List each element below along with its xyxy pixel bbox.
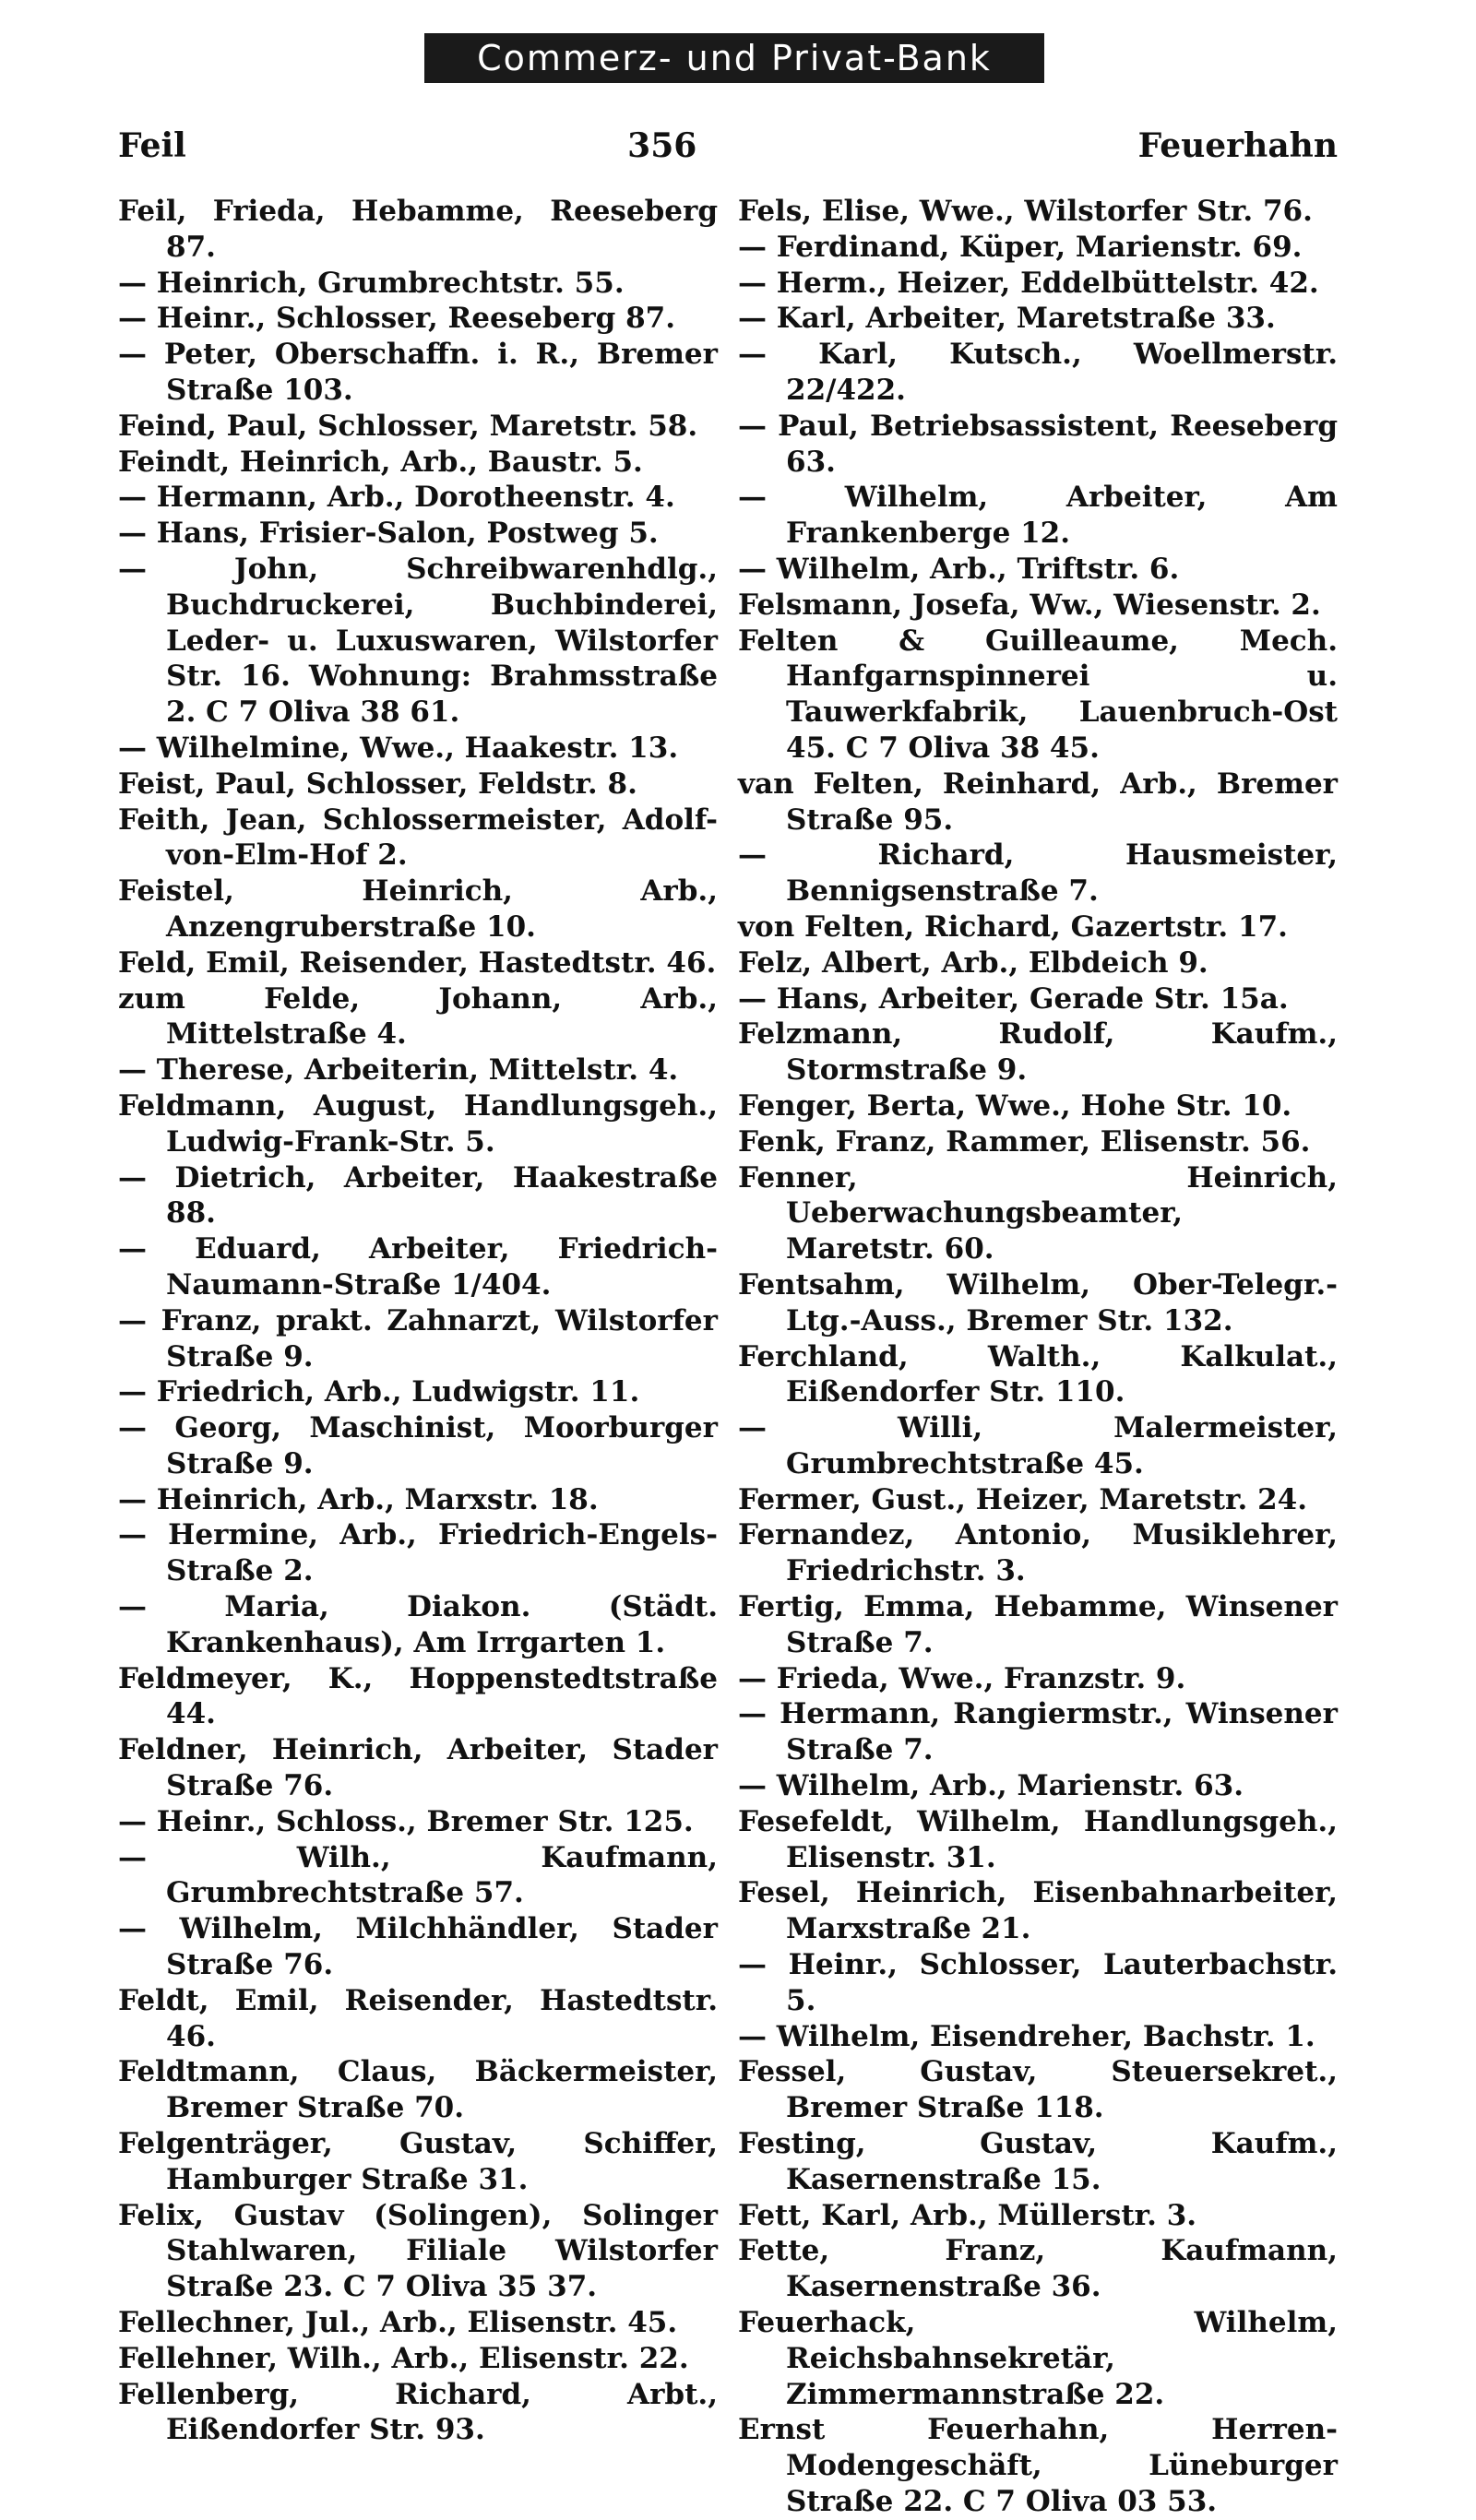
directory-entry: — Ferdinand, Küper, Marienstr. 69. <box>738 230 1303 264</box>
directory-entry: Feldmann, August, Handlungsgeh., Ludwig-Frank-Str. 5. <box>118 1088 718 1159</box>
directory-entry: Fenger, Berta, Wwe., Hohe Str. 10. <box>738 1088 1292 1123</box>
directory-entry: — Herm., Heizer, Eddelbüttelstr. 42. <box>738 266 1319 300</box>
directory-entry: Felten & Guilleaume, Mech. Hanfgarnspinnerei u. Tauwerkfabrik, Lauenbruch-Ost 45. C 7 Oliva 38 45. <box>738 624 1338 765</box>
directory-entry: — John, Schreibwarenhdlg., Buchdruckerei, Buchbinderei, Leder- u. Luxuswaren, Wilstorfer Str. 16. Wohnung: Brahmsstraße 2. C 7 Oliva 38 61. <box>118 552 718 730</box>
directory-entry: — Hans, Frisier-Salon, Postweg 5. <box>118 517 659 551</box>
directory-entry: Feuerhack, Wilhelm, Reichsbahnsekretär, Zimmermannstraße 22. <box>738 2306 1338 2411</box>
directory-entry: Fessel, Gustav, Steuersekret., Bremer Straße 118. <box>738 2055 1338 2125</box>
directory-entry: Feist, Paul, Schlosser, Feldstr. 8. <box>118 767 637 801</box>
directory-entry: Fesefeldt, Wilhelm, Handlungsgeh., Elisenstr. 31. <box>738 1804 1338 1874</box>
directory-entry: — Peter, Oberschaffn. i. R., Bremer Straße 103. <box>118 338 718 407</box>
directory-entry: Felsmann, Josefa, Ww., Wiesenstr. 2. <box>738 588 1321 622</box>
directory-entry: Fesel, Heinrich, Eisenbahnarbeiter, Marxstraße 21. <box>738 1876 1338 1946</box>
directory-entry: — Maria, Diakon. (Städt. Krankenhaus), Am Irrgarten 1. <box>118 1590 718 1659</box>
directory-entry: Fette, Franz, Kaufmann, Kasernenstraße 36. <box>738 2234 1338 2304</box>
header-last-entry: Feuerhahn <box>1137 126 1338 165</box>
directory-entry: Feil, Frieda, Hebamme, Reeseberg 87. <box>118 195 718 264</box>
directory-entry: — Wilhelm, Milchhändler, Stader Straße 76. <box>118 1912 718 1982</box>
directory-entry: Fellechner, Jul., Arb., Elisenstr. 45. <box>118 2306 678 2340</box>
directory-entry: Ernst Feuerhahn, Herren-Modengeschäft, Lüneburger Straße 22. C 7 Oliva 03 53. <box>738 2413 1338 2518</box>
directory-entry: — Heinr., Schloss., Bremer Str. 125. <box>118 1804 694 1838</box>
directory-entry: Felix, Gustav (Solingen), Solinger Stahlwaren, Filiale Wilstorfer Straße 23. C 7 Oliva 35 37. <box>118 2198 718 2304</box>
left-column <box>118 194 718 2447</box>
directory-entry: Feistel, Heinrich, Arb., Anzengruberstraße 10. <box>118 874 718 944</box>
directory-entry: — Hermann, Rangiermstr., Winsener Straße 7. <box>738 1697 1338 1767</box>
directory-entry: Felz, Albert, Arb., Elbdeich 9. <box>738 945 1208 980</box>
directory-entry: — Heinrich, Arb., Marxstr. 18. <box>118 1482 599 1516</box>
directory-entry: — Friedrich, Arb., Ludwigstr. 11. <box>118 1375 640 1409</box>
directory-columns <box>118 194 1338 2518</box>
directory-entry: — Heinr., Schlosser, Reeseberg 87. <box>118 302 676 336</box>
directory-entry: — Karl, Arbeiter, Maretstraße 33. <box>738 302 1276 336</box>
directory-entry: Feldmeyer, K., Hoppenstedtstraße 44. <box>118 1661 718 1731</box>
directory-entry: — Wilhelm, Arb., Marienstr. 63. <box>738 1769 1244 1803</box>
directory-entry: Fernandez, Antonio, Musiklehrer, Friedrichstr. 3. <box>738 1518 1338 1588</box>
directory-entry: Fenk, Franz, Rammer, Elisenstr. 56. <box>738 1124 1311 1159</box>
directory-entry: Felzmann, Rudolf, Kaufm., Stormstraße 9. <box>738 1017 1338 1088</box>
directory-entry: Fellehner, Wilh., Arb., Elisenstr. 22. <box>118 2341 689 2375</box>
directory-entry: Feindt, Heinrich, Arb., Baustr. 5. <box>118 445 643 479</box>
directory-entry: Feith, Jean, Schlossermeister, Adolf-von-Elm-Hof 2. <box>118 802 718 873</box>
directory-entry: Fertig, Emma, Hebamme, Winsener Straße 7. <box>738 1590 1338 1659</box>
directory-entry: — Franz, prakt. Zahnarzt, Wilstorfer Straße 9. <box>118 1303 718 1373</box>
directory-entry: Feind, Paul, Schlosser, Maretstr. 58. <box>118 409 698 443</box>
directory-entry: — Eduard, Arbeiter, Friedrich-Naumann-Straße 1/404. <box>118 1232 718 1302</box>
right-column <box>738 194 1338 2518</box>
directory-entry: Fels, Elise, Wwe., Wilstorfer Str. 76. <box>738 195 1313 228</box>
directory-entry: — Heinr., Schlosser, Lauterbachstr. 5. <box>738 1948 1338 2017</box>
header-first-entry: Feil <box>118 126 186 165</box>
directory-entry: van Felten, Reinhard, Arb., Bremer Straße 95. <box>738 767 1338 837</box>
directory-entry: Fellenberg, Richard, Arbt., Eißendorfer Str. 93. <box>118 2377 718 2447</box>
directory-entry: Fentsahm, Wilhelm, Ober-Telegr.-Ltg.-Auss., Bremer Str. 132. <box>738 1267 1338 1337</box>
directory-entry: — Heinrich, Grumbrechtstr. 55. <box>118 266 625 300</box>
bank-banner: Commerz- und Privat-Bank <box>424 33 1044 83</box>
directory-entry: — Wilhelmine, Wwe., Haakestr. 13. <box>118 731 679 765</box>
directory-entry: Feld, Emil, Reisender, Hastedtstr. 46. <box>118 945 717 980</box>
directory-entry: — Wilh., Kaufmann, Grumbrechtstraße 57. <box>118 1840 718 1910</box>
directory-entry: — Paul, Betriebsassistent, Reeseberg 63. <box>738 409 1338 479</box>
directory-entry: Festing, Gustav, Kaufm., Kasernenstraße 15. <box>738 2127 1338 2196</box>
directory-entry: — Georg, Maschinist, Moorburger Straße 9. <box>118 1411 718 1480</box>
directory-entry: — Hermann, Arb., Dorotheenstr. 4. <box>118 481 675 515</box>
page-number: 356 <box>627 126 697 165</box>
directory-entry: von Felten, Richard, Gazertstr. 17. <box>738 909 1288 944</box>
directory-entry: — Karl, Kutsch., Woellmerstr. 22/422. <box>738 338 1338 407</box>
directory-entry: Feldtmann, Claus, Bäckermeister, Bremer Straße 70. <box>118 2055 718 2125</box>
directory-entry: — Richard, Hausmeister, Bennigsenstraße 7. <box>738 838 1338 909</box>
directory-entry: — Frieda, Wwe., Franzstr. 9. <box>738 1661 1186 1695</box>
directory-entry: Feldt, Emil, Reisender, Hastedtstr. 46. <box>118 1983 718 2053</box>
directory-entry: — Wilhelm, Arb., Triftstr. 6. <box>738 552 1180 586</box>
directory-entry: — Hans, Arbeiter, Gerade Str. 15a. <box>738 981 1289 1016</box>
directory-entry: Fett, Karl, Arb., Müllerstr. 3. <box>738 2198 1197 2232</box>
directory-entry: — Wilhelm, Eisendreher, Bachstr. 1. <box>738 2019 1315 2053</box>
directory-entry: Ferchland, Walth., Kalkulat., Eißendorfer Str. 110. <box>738 1339 1338 1409</box>
directory-entry: — Therese, Arbeiterin, Mittelstr. 4. <box>118 1053 679 1088</box>
running-header <box>118 118 1338 173</box>
directory-entry: Fenner, Heinrich, Ueberwachungsbeamter, Maretstr. 60. <box>738 1160 1338 1266</box>
directory-entry: — Hermine, Arb., Friedrich-Engels-Straße 2. <box>118 1518 718 1588</box>
directory-entry: — Wilhelm, Arbeiter, Am Frankenberge 12. <box>738 481 1338 551</box>
directory-entry: zum Felde, Johann, Arb., Mittelstraße 4. <box>118 981 718 1052</box>
directory-entry: — Dietrich, Arbeiter, Haakestraße 88. <box>118 1160 718 1230</box>
directory-entry: Fermer, Gust., Heizer, Maretstr. 24. <box>738 1482 1308 1516</box>
directory-entry: Feldner, Heinrich, Arbeiter, Stader Straße 76. <box>118 1733 718 1803</box>
directory-entry: — Willi, Malermeister, Grumbrechtstraße 45. <box>738 1411 1338 1480</box>
directory-entry: Felgenträger, Gustav, Schiffer, Hamburger Straße 31. <box>118 2127 718 2196</box>
